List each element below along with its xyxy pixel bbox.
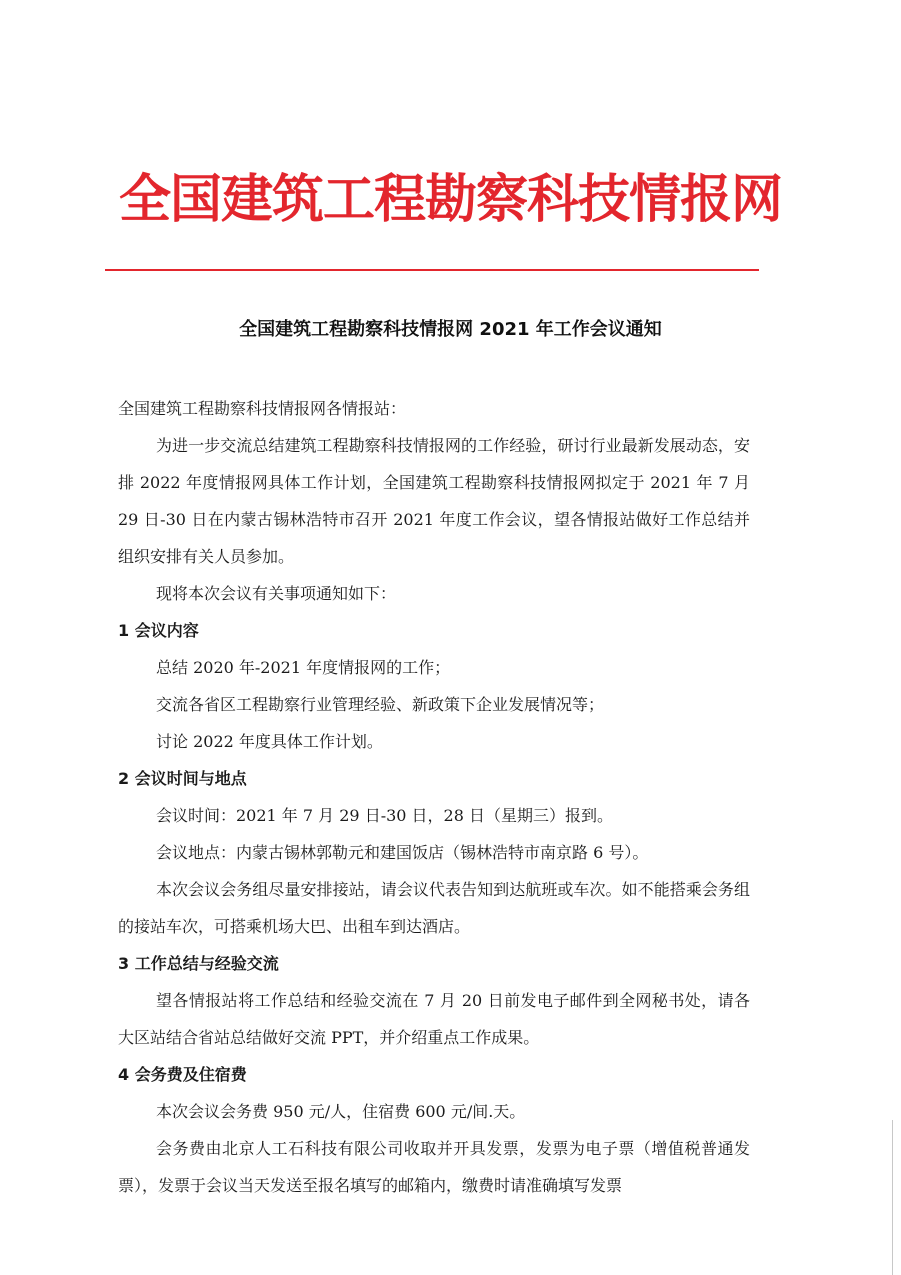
- masthead-divider: [105, 269, 759, 271]
- section-2-paragraph: 会议时间：2021 年 7 月 29 日-30 日，28 日（星期三）报到。: [156, 806, 613, 825]
- intro-paragraph: 为进一步交流总结建筑工程勘察科技情报网的工作经验，研讨行业最新发展动态，安排 2022 年度情报网具体工作计划，全国建筑工程勘察科技情报网拟定于 2021 年 7 月 29 日-30 日在内蒙古锡林浩特市召开 2021 年度工作会议，望各情报站做好工作总结并组织安排有关人员参加。: [118, 436, 750, 566]
- section-4-paragraph: 会务费由北京人工石科技有限公司收取并开具发票，发票为电子票（增值税普通发票），发票于会议当天发送至报名填写的邮箱内，缴费时请准确填写发票: [118, 1139, 750, 1195]
- section-heading-3: 3 工作总结与经验交流: [118, 954, 279, 973]
- section-1-paragraph: 总结 2020 年-2021 年度情报网的工作；: [156, 658, 451, 677]
- document-title: 全国建筑工程勘察科技情报网 2021 年工作会议通知: [239, 319, 662, 340]
- section-heading-1: 1 会议内容: [118, 621, 199, 640]
- section-1-paragraph: 交流各省区工程勘察行业管理经验、新政策下企业发展情况等；: [156, 695, 605, 714]
- section-3-paragraph: 望各情报站将工作总结和经验交流在 7 月 20 日前发电子邮件到全网秘书处，请各大区站结合省站总结做好交流 PPT，并介绍重点工作成果。: [118, 991, 750, 1047]
- scan-edge-line: [892, 1120, 893, 1275]
- section-1-paragraph: 讨论 2022 年度具体工作计划。: [156, 732, 383, 751]
- section-heading-4: 4 会务费及住宿费: [118, 1065, 247, 1084]
- section-4-paragraph: 本次会议会务费 950 元/人，住宿费 600 元/间.天。: [156, 1102, 526, 1121]
- salutation: 全国建筑工程勘察科技情报网各情报站：: [118, 399, 407, 418]
- document-body: [118, 390, 750, 1204]
- section-2-paragraph: 会议地点：内蒙古锡林郭勒元和建国饭店（锡林浩特市南京路 6 号）。: [156, 843, 649, 862]
- section-heading-2: 2 会议时间与地点: [118, 769, 247, 788]
- section-2-paragraph: 本次会议会务组尽量安排接站，请会议代表告知到达航班或车次。如不能搭乘会务组的接站车次，可搭乘机场大巴、出租车到达酒店。: [118, 880, 750, 936]
- masthead-title: 全国建筑工程勘察科技情报网: [118, 170, 782, 230]
- notice-line: 现将本次会议有关事项通知如下：: [156, 584, 397, 603]
